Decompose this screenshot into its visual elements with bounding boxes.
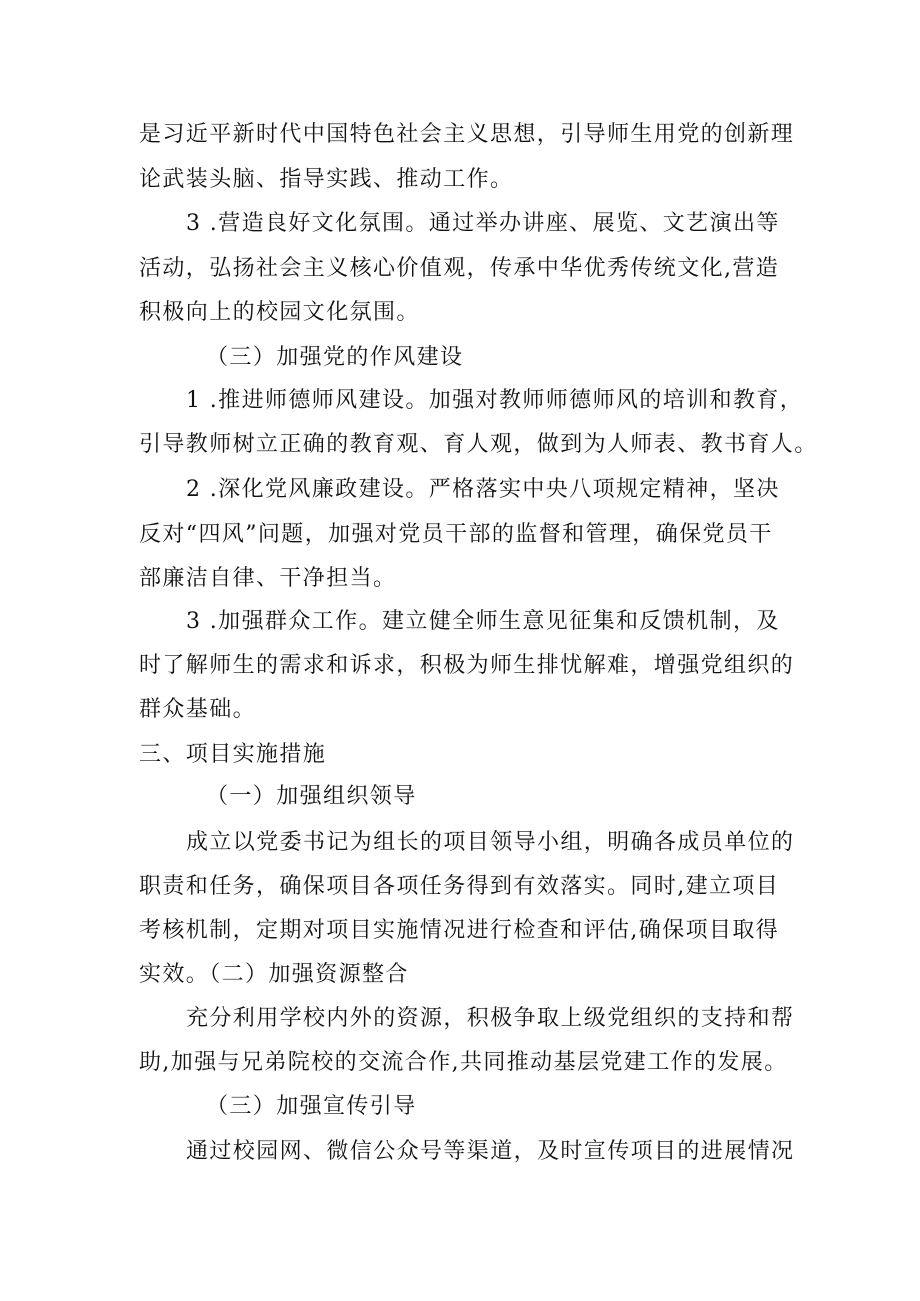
text-line: 群众基础。 [139,697,257,722]
text-line: 职责和任务，确保项目各项任务得到有效落实。同时,建立项目 [139,874,780,899]
text-line: 通过校园网、微信公众号等渠道，及时宣传项目的进展情况 [186,1139,795,1164]
text-line: 1 .推进师德师风建设。加强对教师师德师风的培训和教育， [186,388,804,413]
text-line: 2 .深化党风廉政建设。严格落实中央八项规定精神，坚决 [186,477,780,502]
text-line: 活动，弘扬社会主义核心价值观，传承中华优秀传统文化,营造 [139,256,780,281]
text-line: 考核机制，定期对项目实施情况进行检查和评估,确保项目取得 [139,918,780,943]
text-line: 充分利用学校内外的资源，积极争取上级党组织的支持和帮 [186,1006,795,1031]
text-line: 反对“四风”问题，加强对党员干部的监督和管理，确保党员干 [139,522,773,547]
text-line: 时了解师生的需求和诉求，积极为师生排忧解难，增强党组织的 [139,653,795,678]
text-line: 积极向上的校园文化氛围。 [139,300,420,325]
text-line: 3 .营造良好文化氛围。通过举办讲座、展览、文艺演出等 [186,211,780,236]
subsection-heading: （一）加强组织领导 [206,784,417,809]
text-line: 部廉洁自律、干净担当。 [139,566,397,591]
section-heading: （三）加强党的作风建设 [206,345,464,370]
text-line: 论武装头脑、指导实践、推动工作。 [139,167,514,192]
text-line: 助,加强与兄弟院校的交流合作,共同推动基层党建工作的发展。 [139,1050,788,1075]
text-line: 实效。（二）加强资源整合 [139,962,409,987]
text-line: 3 .加强群众工作。建立健全师生意见征集和反馈机制，及 [186,609,780,634]
text-line: 引导教师树立正确的教育观、育人观，做到为人师表、教书育人。 [139,432,818,457]
text-line: 成立以党委书记为组长的项目领导小组，明确各成员单位的 [186,830,795,855]
subsection-heading: （三）加强宣传引导 [206,1094,417,1119]
section-heading: 三、项目实施措施 [139,742,327,767]
text-line: 是习近平新时代中国特色社会主义思想，引导师生用党的创新理 [139,122,795,147]
